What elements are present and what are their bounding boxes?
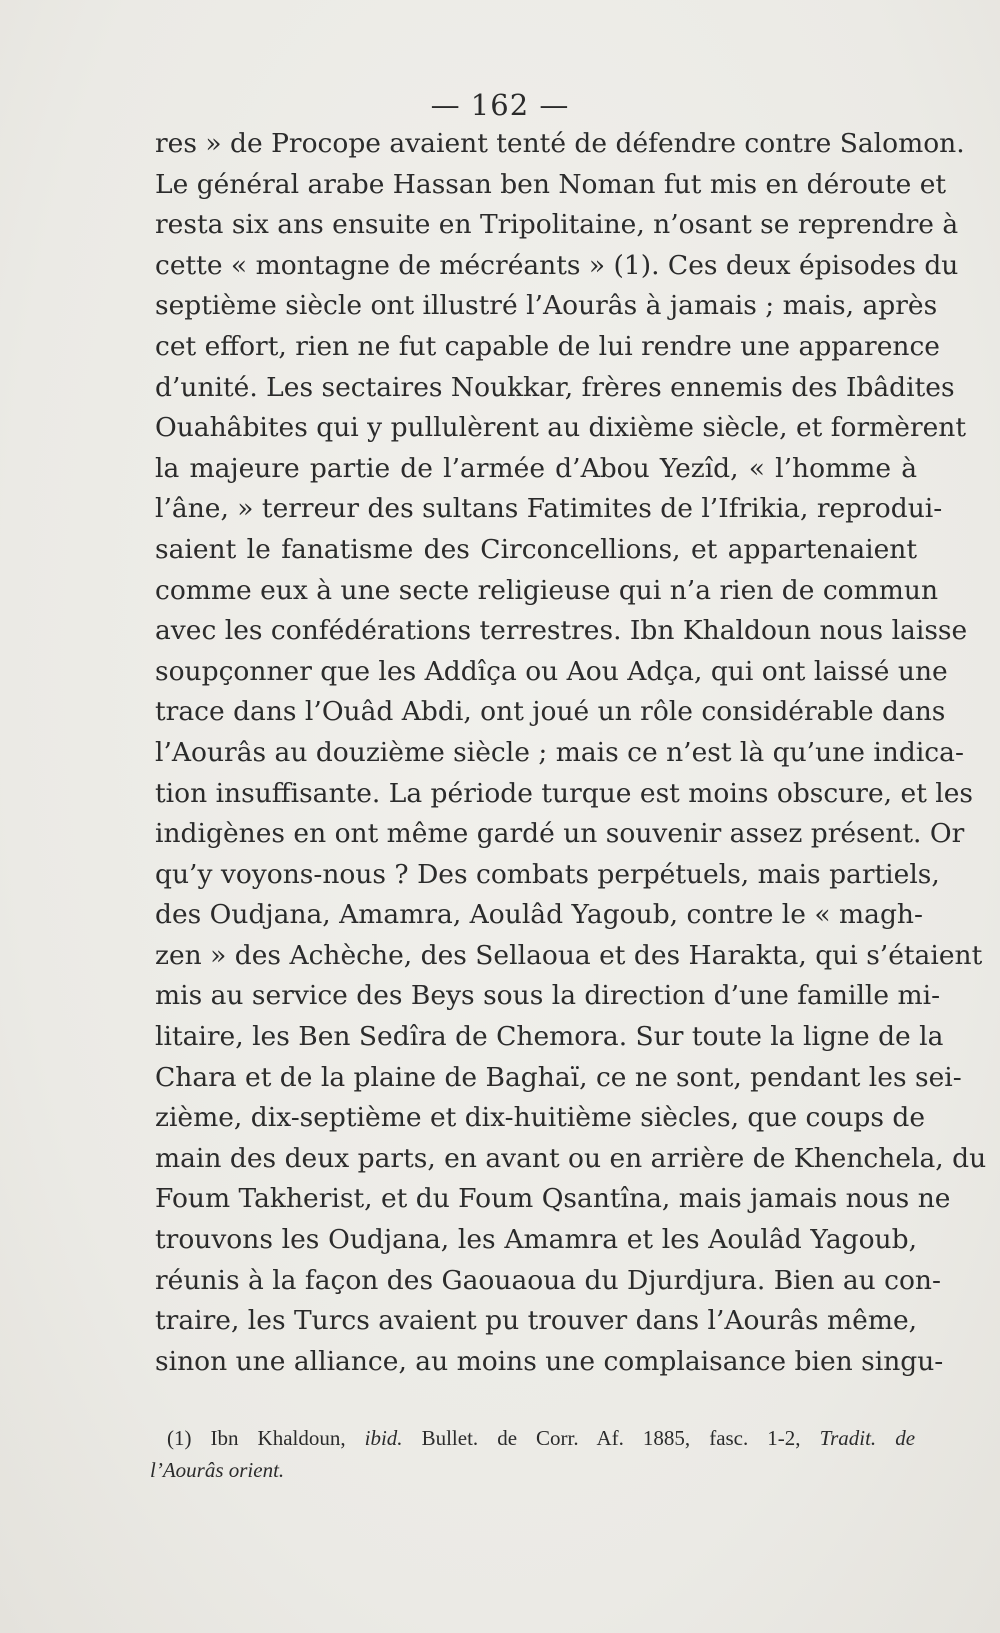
- text-line: trace dans l’Ouâd Abdi, ont joué un rôle considérable dans: [155, 696, 946, 728]
- text-line: qu’y voyons-nous ? Des combats perpétuels, mais partiels,: [155, 858, 940, 890]
- text-line: septième siècle ont illustré l’Aourâs à jamais ; mais, après: [155, 290, 938, 322]
- text-line: saient le fanatisme des Circoncellions, et appartenaient: [155, 533, 917, 565]
- text-line: des Oudjana, Amamra, Aoulâd Yagoub, contre le « magh-: [155, 899, 923, 931]
- footnote-line-1: [150, 1422, 915, 1454]
- text-line: zen » des Achèche, des Sellaoua et des Harakta, qui s’étaient: [155, 939, 983, 971]
- text-line: l’Aourâs au douzième siècle ; mais ce n’est là qu’une indica-: [155, 736, 964, 768]
- text-line: zième, dix-septième et dix-huitième siècles, que coups de: [155, 1102, 926, 1134]
- text-line: avec les confédérations terrestres. Ibn Khaldoun nous laisse: [155, 615, 968, 647]
- text-line: cet effort, rien ne fut capable de lui rendre une apparence: [155, 330, 940, 362]
- text-line: litaire, les Ben Sedîra de Chemora. Sur toute la ligne de la: [155, 1021, 944, 1053]
- text-line: res » de Procope avaient tenté de défendre contre Salomon.: [155, 128, 965, 159]
- text-line: comme eux à une secte religieuse qui n’a rien de commun: [155, 574, 939, 606]
- text-line: mis au service des Beys sous la direction d’une famille mi-: [155, 980, 941, 1012]
- footnote-title-start: Tradit. de: [819, 1426, 916, 1450]
- footnote-line-2: [150, 1454, 915, 1486]
- body-text: [155, 124, 987, 1382]
- text-line: Le général arabe Hassan ben Noman fut mis en déroute et: [155, 168, 947, 200]
- text-line: Chara et de la plaine de Baghaï, ce ne sont, pendant les sei-: [155, 1061, 962, 1093]
- text-line: Foum Takherist, et du Foum Qsantîna, mais jamais nous ne: [155, 1183, 951, 1215]
- text-line: sinon une alliance, au moins une complaisance bien singu-: [155, 1345, 944, 1377]
- text-line: Ouahâbites qui y pullulèrent au dixième siècle, et formèrent: [155, 412, 967, 444]
- text-line: cette « montagne de mécréants » (1). Ces deux épisodes du: [155, 249, 959, 281]
- footnote-reference: Bullet. de Corr. Af. 1885, fasc. 1-2,: [421, 1426, 801, 1450]
- text-line: indigènes en ont même gardé un souvenir assez présent. Or: [155, 818, 965, 850]
- footnote-title-end: l’Aourâs orient.: [150, 1458, 285, 1482]
- text-line: trouvons les Oudjana, les Amamra et les Aoulâd Yagoub,: [155, 1224, 917, 1256]
- text-line: l’âne, » terreur des sultans Fatimites de l’Ifrikia, reprodui-: [155, 493, 943, 525]
- text-line: resta six ans ensuite en Tripolitaine, n’osant se reprendre à: [155, 209, 959, 241]
- text-line: soupçonner que les Addîça ou Aou Adça, qui ont laissé une: [155, 655, 948, 687]
- page-number: — 162 —: [430, 88, 570, 122]
- footnote-ibid: ibid.: [364, 1426, 403, 1450]
- text-line: la majeure partie de l’armée d’Abou Yezîd, « l’homme à: [155, 452, 917, 484]
- text-line: tion insuffisante. La période turque est moins obscure, et les: [155, 777, 974, 809]
- text-line: d’unité. Les sectaires Noukkar, frères ennemis des Ibâdites: [155, 371, 955, 403]
- text-line: réunis à la façon des Gaouaoua du Djurdjura. Bien au con-: [155, 1264, 941, 1296]
- footnote-source: (1) Ibn Khaldoun,: [167, 1426, 346, 1450]
- footnote: [150, 1422, 915, 1486]
- text-line: main des deux parts, en avant ou en arrière de Khenchela, du: [155, 1142, 987, 1174]
- text-line: traire, les Turcs avaient pu trouver dans l’Aourâs même,: [155, 1305, 918, 1337]
